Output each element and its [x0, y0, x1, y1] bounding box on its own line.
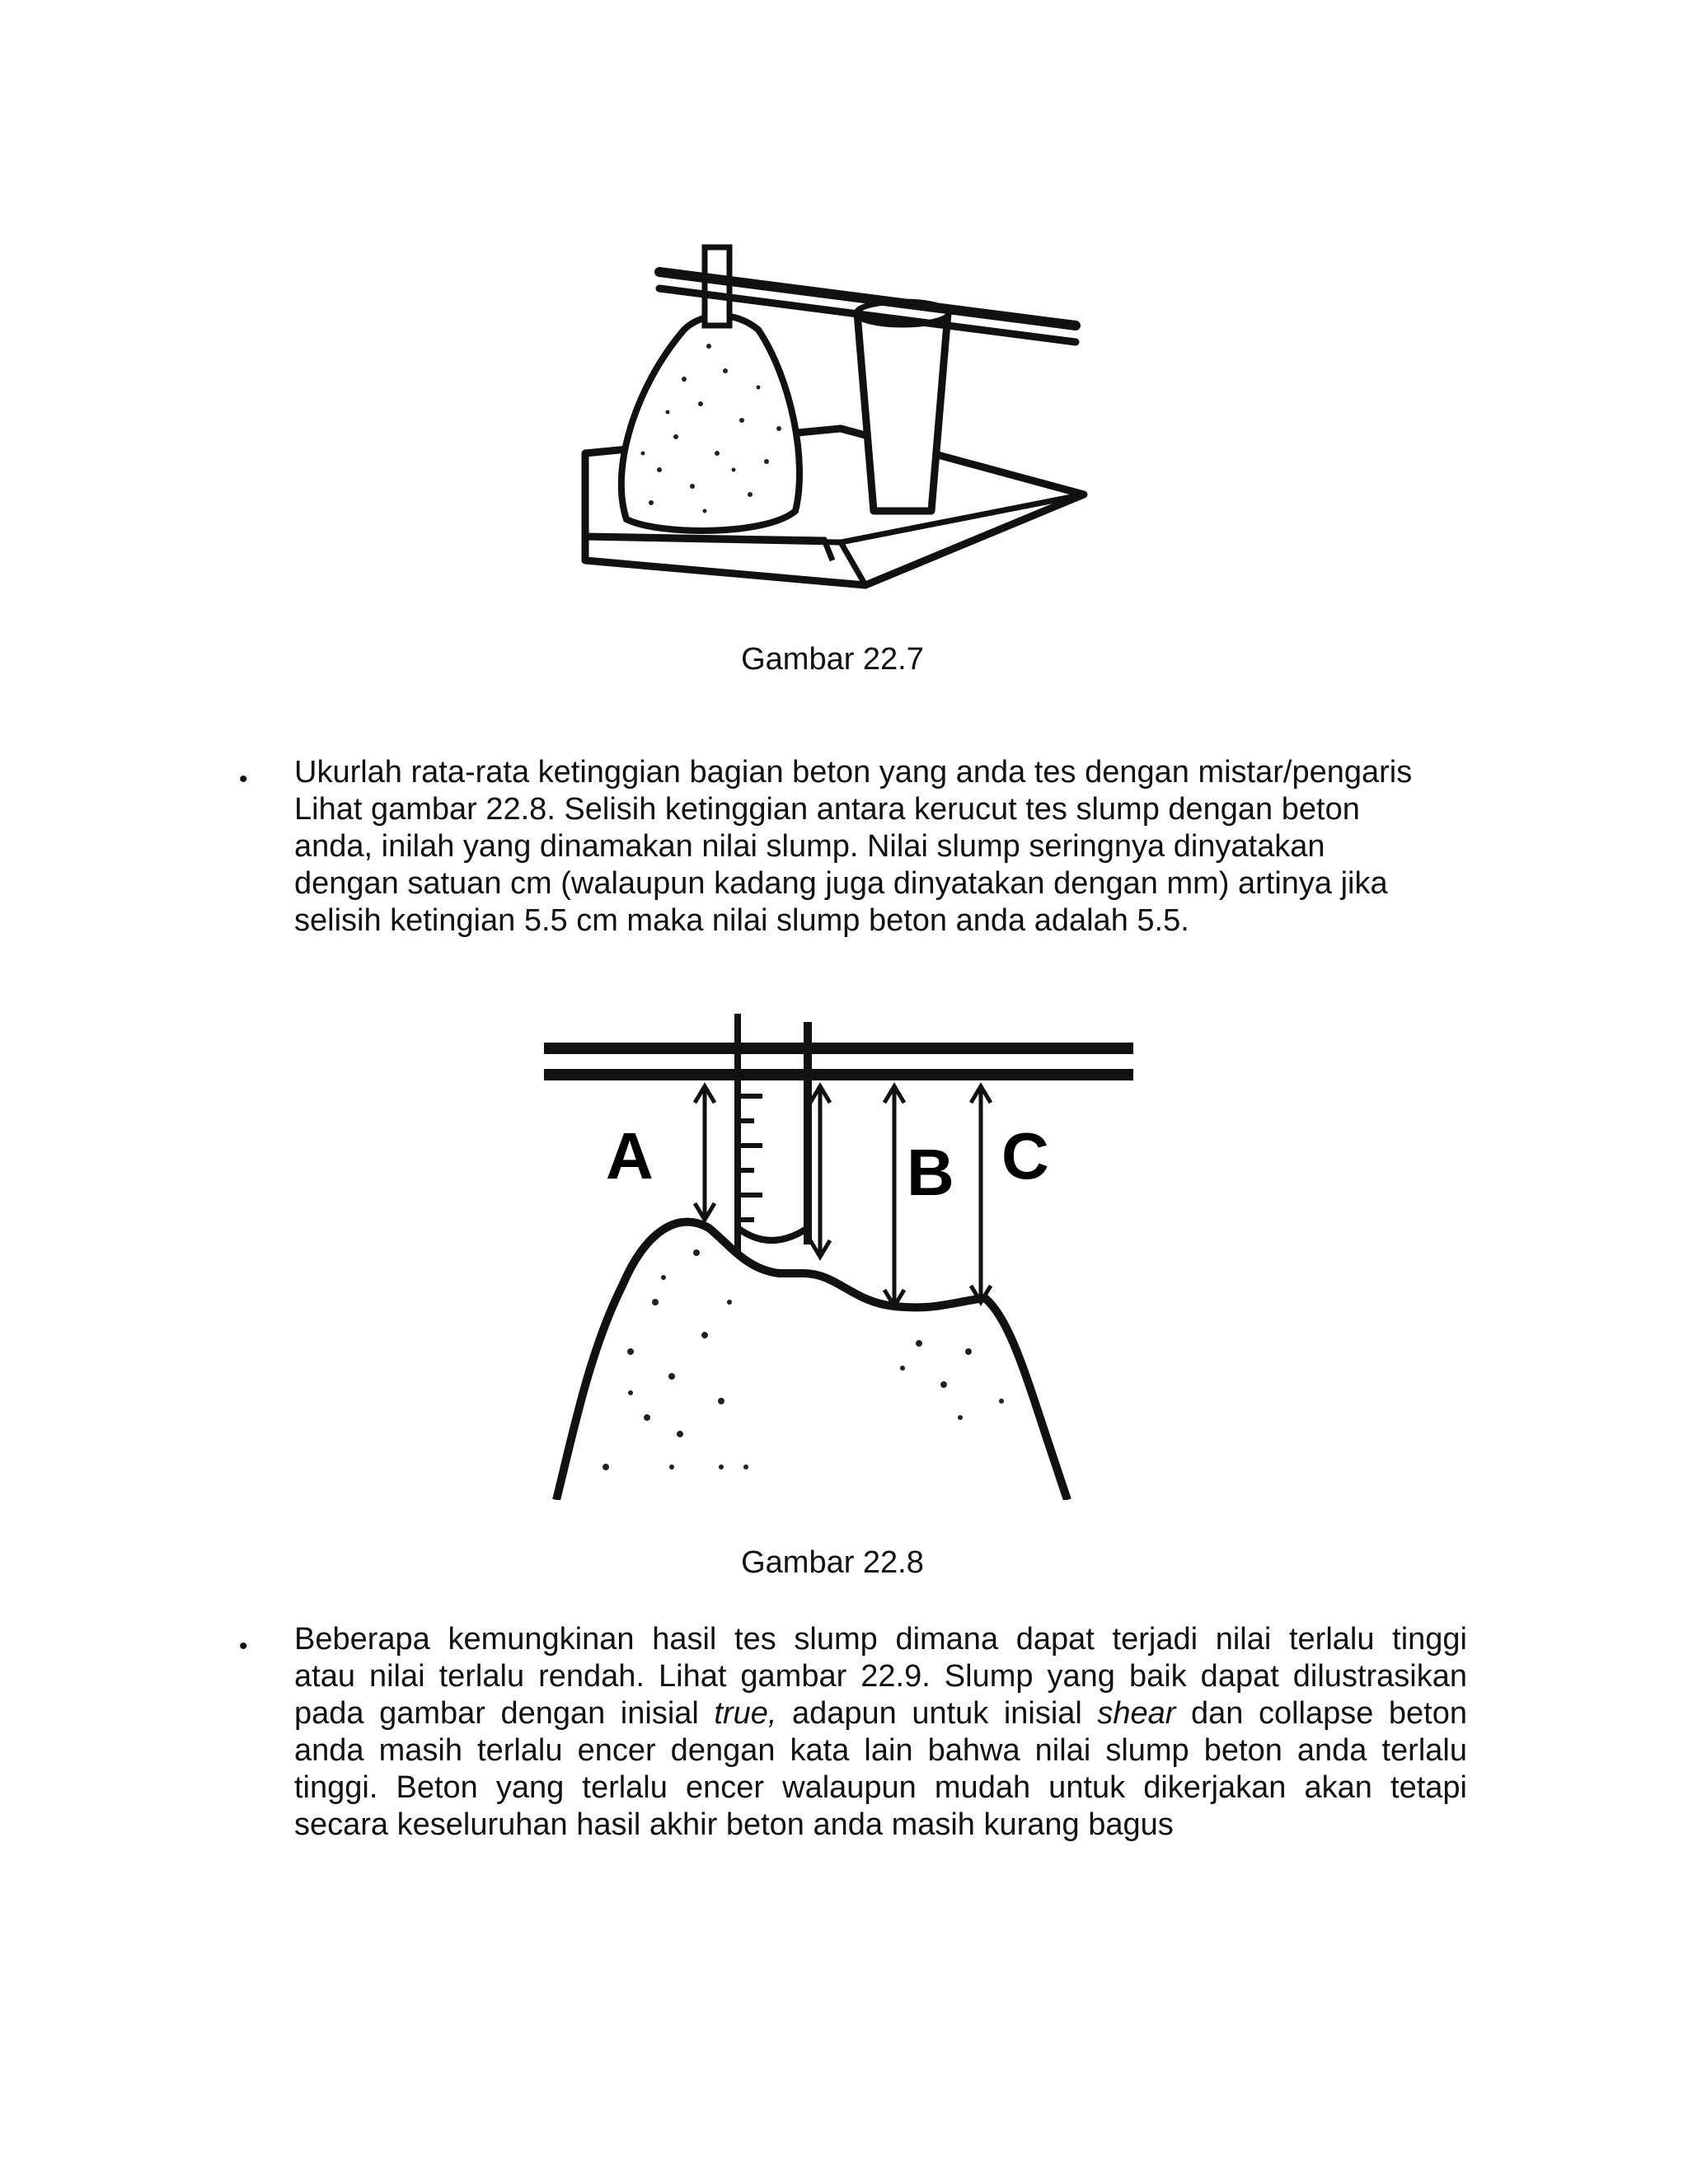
paragraph-line: Lihat gambar 22.8. Selisih ketinggian antara kerucut tes slump dengan beton: [294, 792, 1360, 827]
paragraph-line: dengan satuan cm (walaupun kadang juga dinyatakan dengan mm) artinya jika: [294, 866, 1388, 901]
paragraph-line: anda, inilah yang dinamakan nilai slump. Nilai slump seringnya dinyatakan: [294, 829, 1325, 864]
paragraph-line: atau nilai terlalu rendah. Lihat gambar 22.9. Slump yang baik dapat dilustrasikan: [294, 1659, 1467, 1694]
bullet-item: [239, 754, 1467, 940]
text-run: dan collapse beton: [1175, 1696, 1468, 1731]
paragraph-line: [294, 1695, 1467, 1732]
paragraph-line: Ukurlah rata-rata ketinggian bagian beton yang anda tes dengan mistar/pengaris: [294, 755, 1413, 790]
paragraph: [239, 1621, 1467, 1844]
figure-22-8-illustration: [507, 1005, 1146, 1500]
paragraph-line: anda masih terlalu encer dengan kata lain bahwa nilai slump beton anda terlalu: [294, 1733, 1467, 1768]
paragraph-line: Beberapa kemungkinan hasil tes slump dimana dapat terjadi nilai terlalu tinggi: [294, 1622, 1467, 1657]
text-run: pada gambar dengan inisial: [294, 1696, 715, 1731]
paragraph-line: tinggi. Beton yang terlalu encer walaupun mudah untuk dikerjakan akan tetapi: [294, 1770, 1467, 1805]
paragraph-line: selisih ketingian 5.5 cm maka nilai slump beton anda adalah 5.5.: [294, 903, 1189, 938]
figure-caption: Gambar 22.7: [741, 642, 924, 677]
text-run: adapun untuk inisial: [776, 1696, 1098, 1731]
measure-label-c: C: [1001, 1119, 1049, 1193]
bullet-marker: •: [239, 766, 248, 793]
paragraph-line: secara keseluruhan hasil akhir beton anda masih kurang bagus: [294, 1807, 1174, 1842]
italic-term-true: true,: [714, 1696, 777, 1731]
italic-term-shear: shear: [1097, 1696, 1176, 1731]
paragraph: [239, 754, 1467, 940]
bullet-item: [239, 1621, 1467, 1844]
measure-label-b: B: [907, 1136, 954, 1209]
figure-22-7-illustration: [495, 223, 1162, 610]
measure-label-a: A: [606, 1119, 654, 1193]
bullet-marker: •: [239, 1633, 248, 1660]
figure-caption: Gambar 22.8: [741, 1545, 924, 1580]
